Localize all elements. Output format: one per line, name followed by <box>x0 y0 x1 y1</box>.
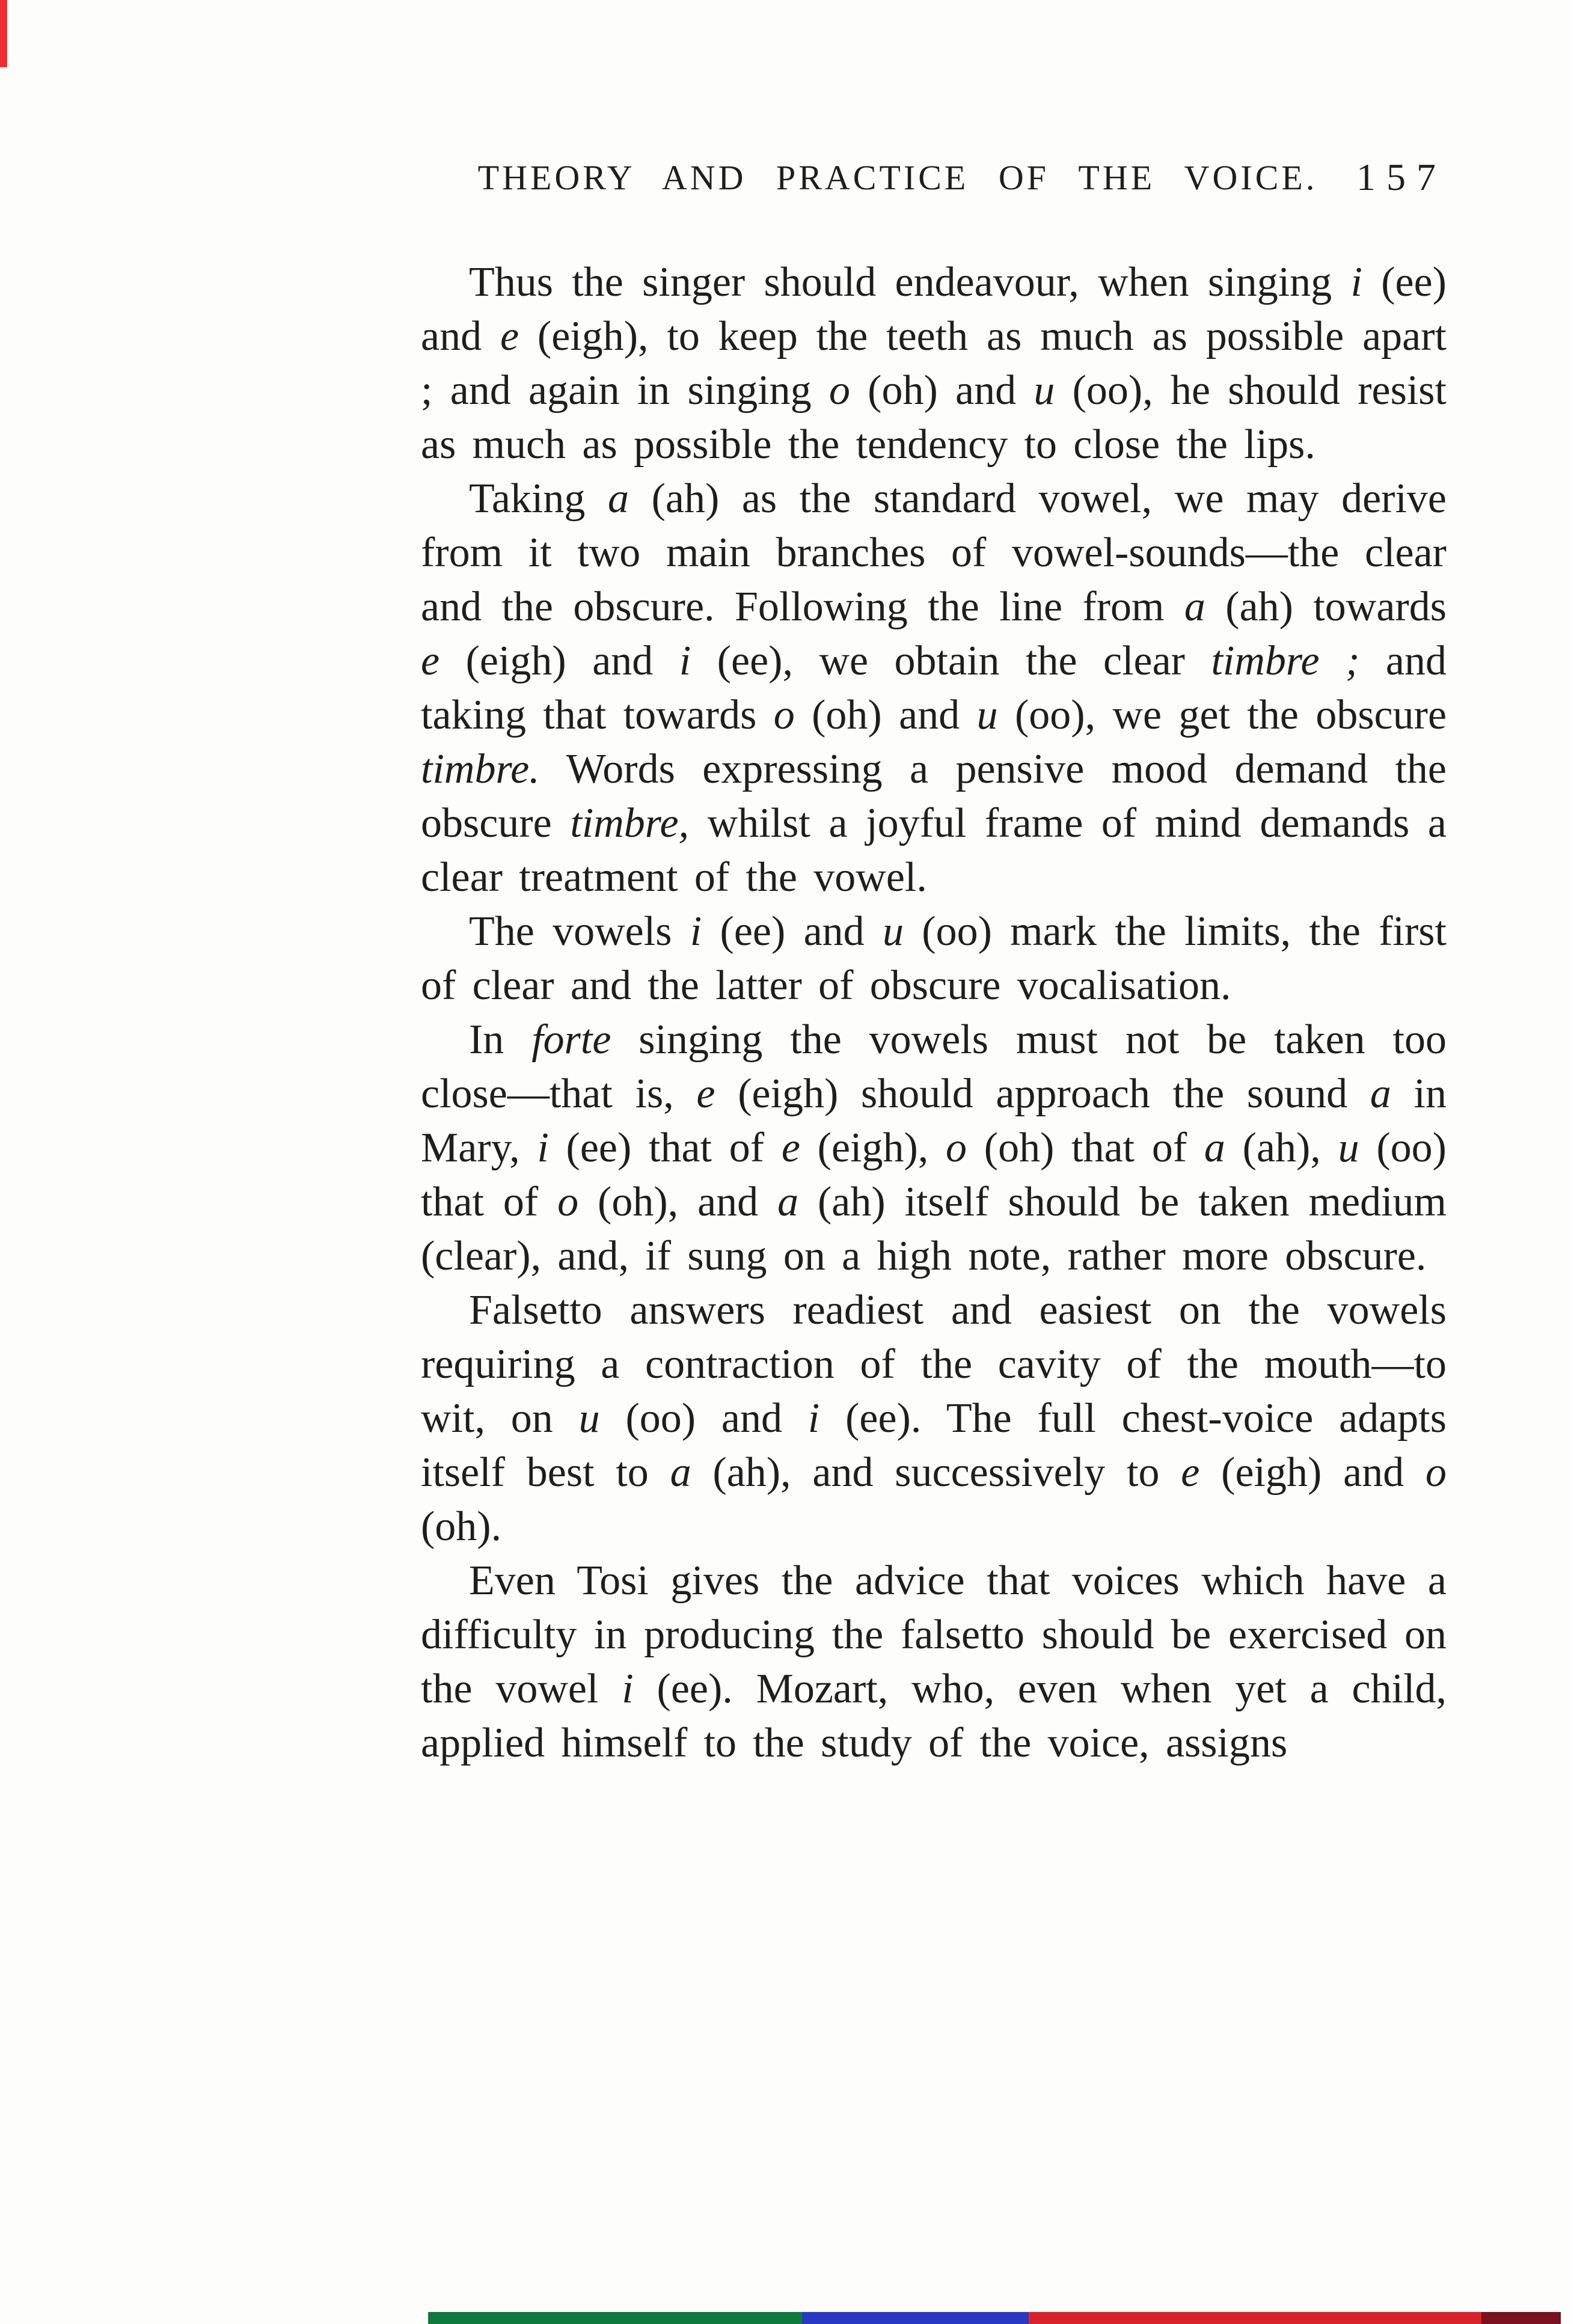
text-run: (eigh), <box>800 1125 946 1171</box>
italic-term: u <box>1338 1125 1359 1171</box>
text-run: (oh), and <box>578 1179 778 1225</box>
text-run: (oo), we get the obscure <box>997 692 1447 738</box>
italic-term: a <box>1370 1071 1391 1117</box>
running-title: THEORY AND PRACTICE OF THE VOICE. <box>477 158 1318 197</box>
italic-term: a <box>1184 584 1205 630</box>
italic-term: timbre, <box>570 800 690 846</box>
italic-term: timbre ; <box>1211 638 1360 684</box>
italic-term: o <box>557 1179 579 1225</box>
italic-term: e <box>500 313 519 359</box>
text-run: (ee) and <box>702 908 883 955</box>
text-run: (oh). <box>421 1503 502 1550</box>
text-run: (ee). Mozart, who, even when yet a child, applied himself to the study of the voice, assigns <box>421 1666 1447 1766</box>
page-content <box>421 157 1447 1770</box>
text-run: (ah) as the standard vowel, we may derive from it two main branches of vowel-sounds—the clear and the obscure. Following the line from <box>421 476 1447 630</box>
paragraph <box>421 1283 1447 1554</box>
italic-term: e <box>781 1125 800 1171</box>
italic-term: i <box>537 1125 549 1171</box>
color-bar-segment <box>802 2312 1029 2324</box>
text-run: (ee) that of <box>548 1125 782 1171</box>
italic-term: u <box>1034 367 1055 414</box>
text-run: Even Tosi gives the advice that voices which have a difficulty in producing the falsetto should be exercised on the vowel <box>421 1558 1447 1712</box>
text-run: (oo) and <box>599 1395 808 1442</box>
text-run: (ee). The full chest-voice adapts itself best to <box>421 1395 1447 1496</box>
text-run: (oo) that of <box>421 1125 1447 1225</box>
italic-term: i <box>679 638 691 684</box>
text-run: Words expressing a pensive mood demand the obscure <box>421 746 1447 846</box>
italic-term: u <box>976 692 998 738</box>
color-bar-segment <box>428 2312 802 2324</box>
page-text <box>421 255 1447 1770</box>
text-run: (eigh) should approach the sound <box>715 1071 1370 1117</box>
text-run: (ee) and <box>421 259 1447 359</box>
paragraph <box>421 1554 1447 1770</box>
italic-term: timbre. <box>421 746 540 792</box>
paragraph <box>421 1013 1447 1283</box>
italic-term: u <box>578 1395 600 1442</box>
text-run: (oo), he should resist as much as possible the tendency to close the lips. <box>421 367 1447 468</box>
paragraph <box>421 472 1447 905</box>
italic-term: o <box>828 367 850 414</box>
italic-term: i <box>1350 259 1362 305</box>
page-header <box>421 157 1447 198</box>
italic-term: i <box>807 1395 820 1442</box>
text-run: (eigh) and <box>1199 1449 1426 1496</box>
text-run: in Mary, <box>421 1071 1447 1171</box>
text-run: Thus the singer should endeavour, when singing <box>469 259 1351 305</box>
page-number: 157 <box>1356 156 1447 198</box>
paragraph <box>421 255 1447 472</box>
text-run: (eigh) and <box>439 638 679 684</box>
italic-term: u <box>882 908 904 955</box>
text-run: (ah) towards <box>1205 584 1447 630</box>
italic-term: e <box>1181 1449 1200 1496</box>
text-run: whilst a joyful frame of mind demands a clear treatment of the vowel. <box>421 800 1447 901</box>
italic-term: a <box>1204 1125 1225 1171</box>
scan-artifact-color-bar <box>428 2312 1561 2324</box>
text-run: The vowels <box>469 908 690 955</box>
text-run: (ah), <box>1225 1125 1338 1171</box>
text-run: Taking <box>469 476 608 522</box>
italic-term: i <box>690 908 702 955</box>
text-run: (ah) itself should be taken medium (clear), and, if sung on a high note, rather more obscure. <box>421 1179 1447 1279</box>
color-bar-segment <box>1481 2312 1561 2324</box>
italic-term: e <box>696 1071 715 1117</box>
text-run: (ah), and successively to <box>691 1449 1181 1496</box>
italic-term: o <box>1426 1449 1447 1496</box>
text-run: In <box>469 1017 532 1063</box>
text-run: and taking that towards <box>421 638 1447 738</box>
text-run: (oh) and <box>794 692 977 738</box>
paragraph <box>421 905 1447 1013</box>
italic-term: o <box>946 1125 967 1171</box>
text-run: (oh) and <box>850 367 1034 414</box>
text-run: (oh) that of <box>967 1125 1204 1171</box>
color-bar-segment <box>1029 2312 1482 2324</box>
italic-term: a <box>670 1449 691 1496</box>
scan-artifact-left-strip <box>0 0 7 67</box>
text-run: (eigh), to keep the teeth as much as possible apart ; and again in singing <box>421 313 1447 414</box>
italic-term: e <box>421 638 440 684</box>
italic-term: a <box>607 476 629 522</box>
text-run: singing the vowels must not be taken too close—that is, <box>421 1017 1447 1117</box>
text-run: (ee), we obtain the clear <box>691 638 1211 684</box>
text-run: Falsetto answers readiest and easiest on the vowels requiring a contraction of the cavity of the mouth—to wit, on <box>421 1287 1447 1442</box>
text-run: (oo) mark the limits, the first of clear and the latter of obscure vocalisation. <box>421 908 1447 1009</box>
italic-term: i <box>622 1666 634 1712</box>
italic-term: a <box>777 1179 799 1225</box>
italic-term: o <box>773 692 795 738</box>
italic-term: forte <box>531 1017 611 1063</box>
